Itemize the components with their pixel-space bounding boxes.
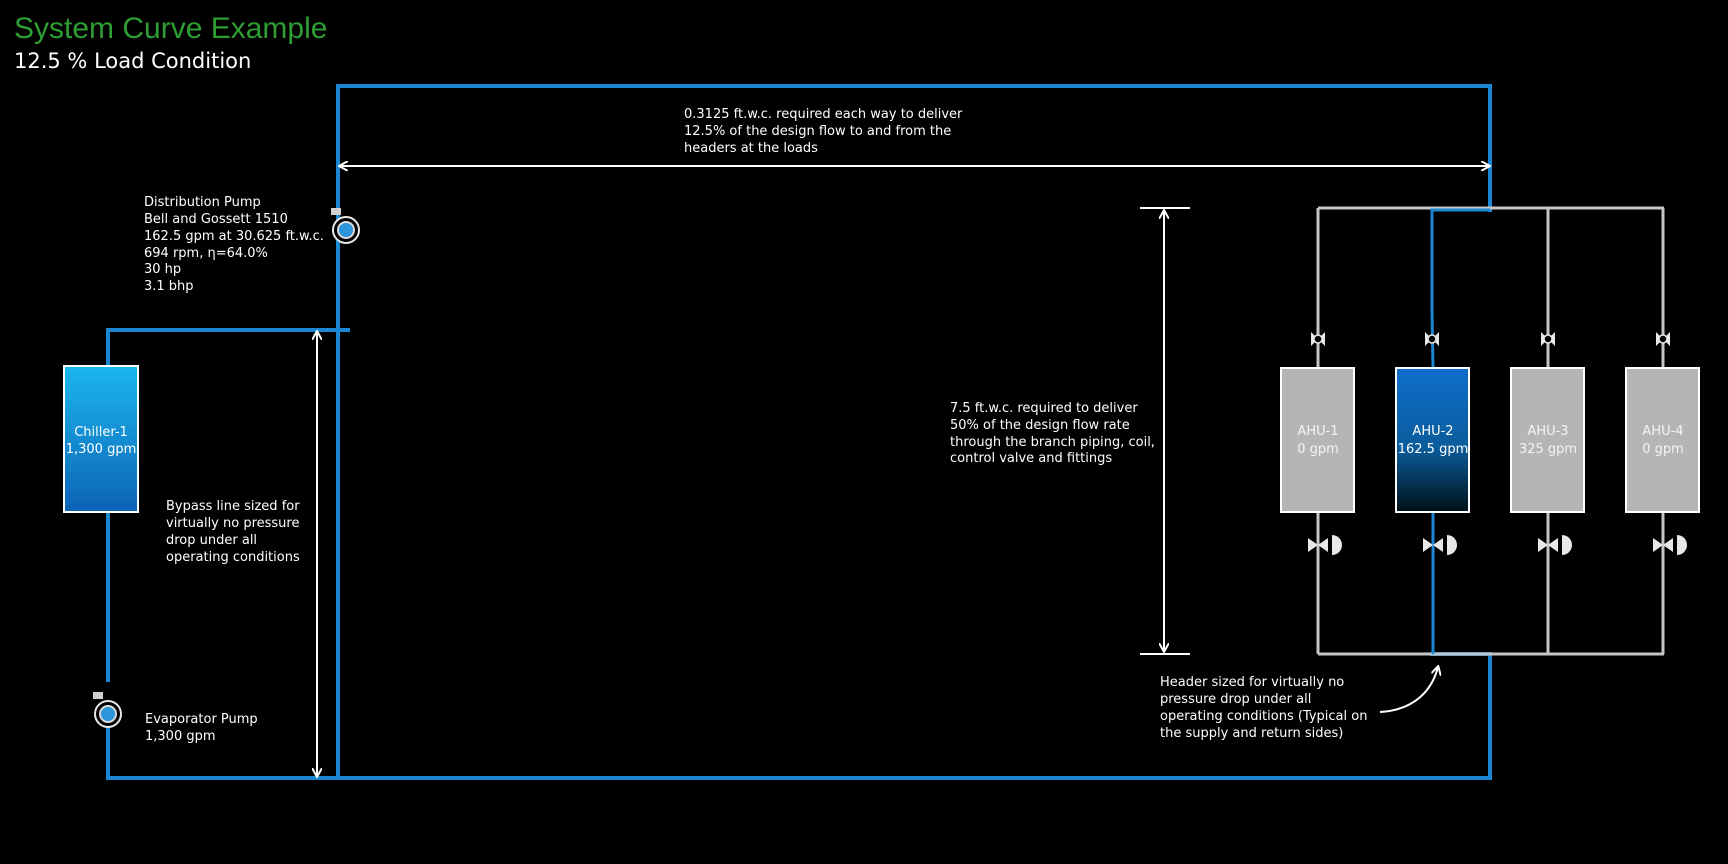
note-line: Evaporator Pump — [145, 712, 258, 727]
page-title: System Curve Example — [14, 12, 328, 45]
note-line: 30 hp — [144, 262, 182, 277]
ahu-name: AHU-1 — [1297, 424, 1339, 439]
note-line: 162.5 gpm at 30.625 ft.w.c. — [144, 229, 324, 244]
ahu-unit-3[interactable] — [1511, 368, 1584, 512]
note-line: pressure drop under all — [1160, 692, 1312, 707]
note-line: Bell and Gossett 1510 — [144, 212, 288, 227]
header-callout-arrow — [1380, 667, 1438, 712]
note-line: control valve and fittings — [950, 451, 1113, 466]
note-line: through the branch piping, coil, — [950, 435, 1155, 450]
note-line: 0.3125 ft.w.c. required each way to deliver — [684, 107, 963, 122]
note-line: 694 rpm, η=64.0% — [144, 246, 268, 261]
note-line: 1,300 gpm — [145, 729, 216, 744]
ahu-flow: 162.5 gpm — [1397, 442, 1469, 457]
page-subtitle: 12.5 % Load Condition — [14, 49, 252, 73]
note-top-span — [684, 107, 963, 156]
note-line: the supply and return sides) — [1160, 726, 1344, 741]
note-bypass — [166, 499, 300, 565]
note-line: 7.5 ft.w.c. required to deliver — [950, 401, 1138, 416]
note-line: Header sized for virtually no — [1160, 675, 1345, 690]
evaporator-pump[interactable] — [93, 692, 121, 727]
note-line: 3.1 bhp — [144, 279, 194, 294]
load-headers — [1318, 208, 1664, 654]
ahu-unit-4[interactable] — [1626, 368, 1699, 512]
note-line: operating conditions — [166, 550, 300, 565]
control-valve-icon[interactable] — [1423, 535, 1457, 555]
ahu-name: AHU-2 — [1412, 424, 1454, 439]
control-valve-icon[interactable] — [1538, 535, 1572, 555]
ahu-flow: 0 gpm — [1642, 442, 1684, 457]
note-line: Distribution Pump — [144, 195, 261, 210]
ahu-unit-2[interactable] — [1396, 368, 1469, 512]
note-distribution-pump — [144, 195, 324, 294]
note-line: 12.5% of the design flow to and from the — [684, 124, 952, 139]
ahu-name: AHU-3 — [1527, 424, 1569, 439]
chiller-flow: 1,300 gpm — [65, 442, 137, 457]
note-line: 50% of the design flow rate — [950, 418, 1130, 433]
control-valve-icon[interactable] — [1308, 535, 1342, 555]
dimension-branch — [1140, 208, 1190, 654]
control-valve-icon[interactable] — [1653, 535, 1687, 555]
note-header — [1160, 675, 1367, 741]
chiller-unit[interactable] — [64, 366, 138, 512]
note-line: Bypass line sized for — [166, 499, 300, 514]
chiller-name: Chiller-1 — [74, 425, 128, 440]
note-line: operating conditions (Typical on — [1160, 709, 1368, 724]
distribution-pump[interactable] — [331, 208, 359, 243]
ahu-unit-1[interactable] — [1281, 368, 1354, 512]
note-line: virtually no pressure — [166, 516, 300, 531]
note-line: headers at the loads — [684, 141, 818, 156]
ahu-flow: 0 gpm — [1297, 442, 1339, 457]
note-line: drop under all — [166, 533, 258, 548]
ahu-flow: 325 gpm — [1518, 442, 1578, 457]
note-evaporator-pump — [145, 712, 258, 744]
ahu-name: AHU-4 — [1642, 424, 1684, 439]
note-branch — [950, 401, 1155, 466]
